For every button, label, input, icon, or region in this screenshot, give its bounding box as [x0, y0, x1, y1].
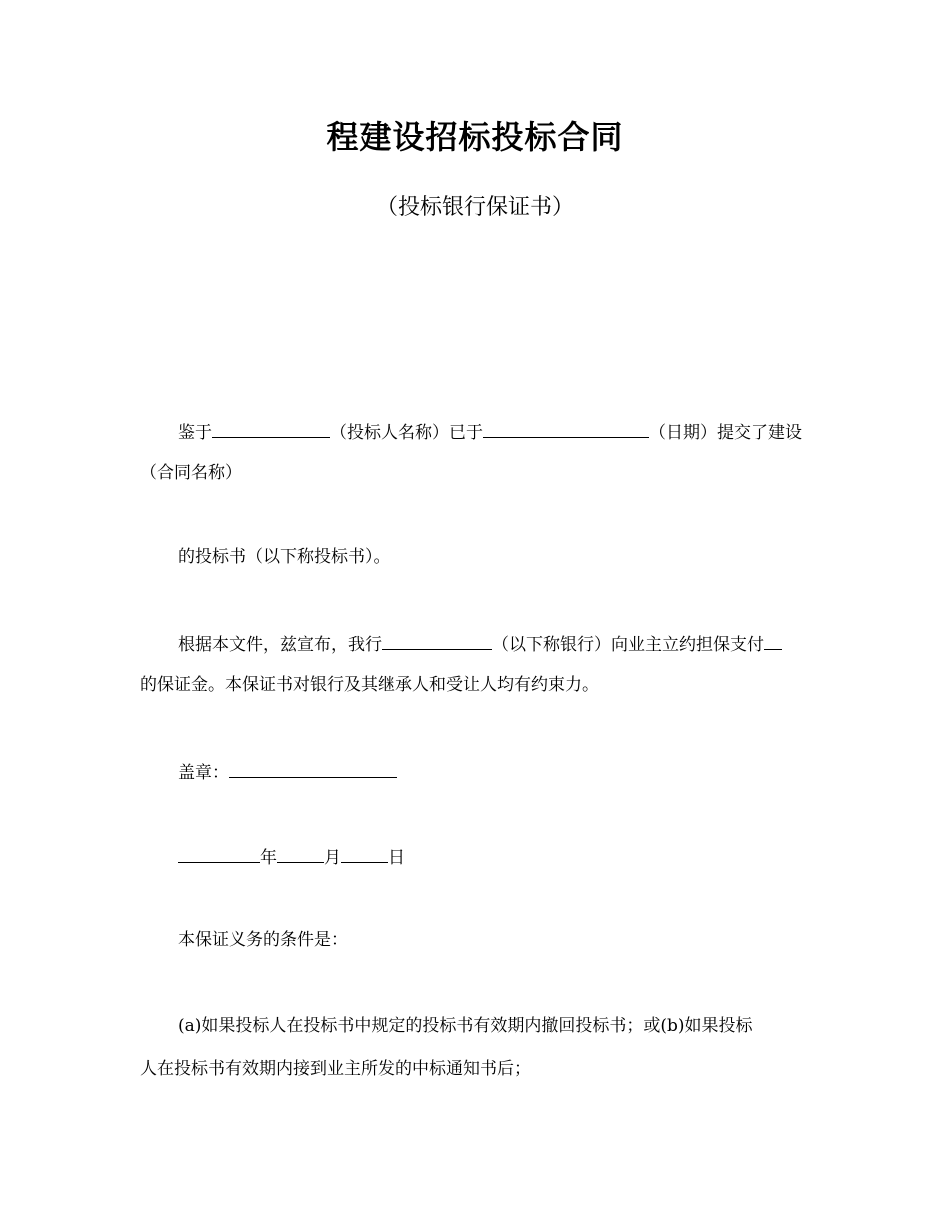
paragraph-4: 本保证义务的条件是： [178, 930, 348, 950]
paragraph-1-line-2: （合同名称） [140, 463, 242, 483]
paragraph-3-line-1 [178, 630, 782, 657]
day-label: 日 [388, 848, 405, 868]
p3-text-1: 根据本文件，兹宣布，我行 [178, 635, 382, 655]
month-blank [277, 843, 324, 863]
p1-text-3: （日期）提交了建设 [649, 423, 802, 443]
bidder-name-blank [212, 418, 330, 438]
seal-line [178, 758, 397, 785]
date-blank [483, 418, 649, 438]
document-subtitle: （投标银行保证书） [375, 195, 574, 220]
p1-text-1: 鉴于 [178, 423, 212, 443]
paragraph-2: 的投标书（以下称投标书）。 [178, 547, 391, 567]
date-line [178, 843, 405, 870]
day-blank [341, 843, 388, 863]
seal-label: 盖章： [178, 763, 229, 783]
bank-name-blank [382, 630, 492, 650]
paragraph-3-line-2: 的保证金。本保证书对银行及其继承人和受让人均有约束力。 [140, 675, 599, 695]
paragraph-1-line-1 [178, 418, 802, 445]
document-title: 程建设招标投标合同 [326, 118, 624, 156]
p3-text-2: （以下称银行）向业主立约担保支付 [492, 635, 764, 655]
month-label: 月 [324, 848, 341, 868]
amount-blank [764, 630, 782, 650]
paragraph-5-line-2: 人在投标书有效期内接到业主所发的中标通知书后； [140, 1059, 531, 1079]
seal-blank [229, 758, 397, 778]
year-label: 年 [260, 848, 277, 868]
p1-text-2: （投标人名称）已于 [330, 423, 483, 443]
year-blank [178, 843, 260, 863]
paragraph-5-line-1: (a)如果投标人在投标书中规定的投标书有效期内撤回投标书；或(b)如果投标 [178, 1016, 753, 1036]
